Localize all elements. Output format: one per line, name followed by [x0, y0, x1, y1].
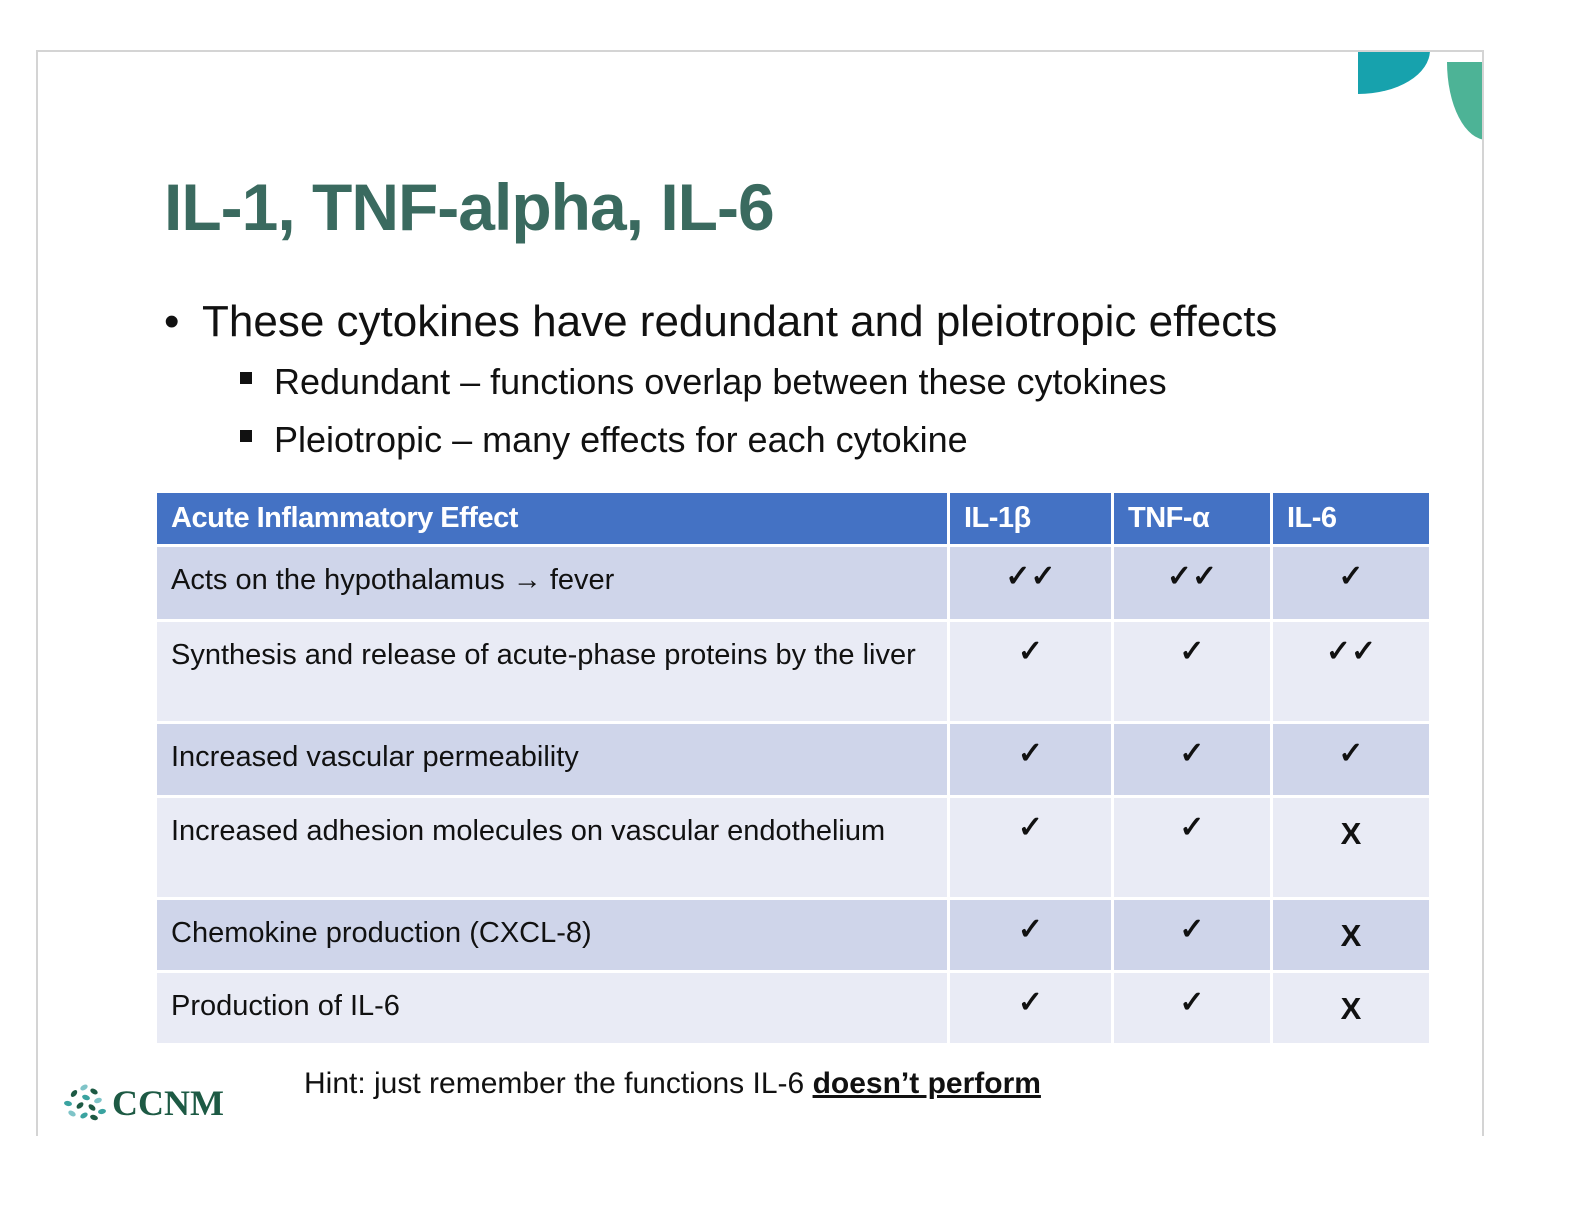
x-mark-icon: X [1272, 899, 1431, 972]
check-icon: ✓ [949, 723, 1113, 797]
slide-title: IL-1, TNF-alpha, IL-6 [164, 170, 774, 244]
slide [36, 50, 1484, 1136]
effect-cell: Production of IL-6 [156, 972, 949, 1045]
check-icon: ✓ [1113, 797, 1272, 899]
leaf-cluster-icon [62, 1083, 106, 1123]
check-icon: ✓ [949, 972, 1113, 1045]
x-mark-icon: X [1272, 797, 1431, 899]
bullet-text: Pleiotropic – many effects for each cytokine [274, 419, 968, 460]
check-icon: ✓ [1113, 621, 1272, 723]
hint-emphasis: doesn’t perform [812, 1067, 1041, 1100]
table-row [156, 972, 1431, 1045]
table-row [156, 546, 1431, 621]
cytokine-effects-table [154, 490, 1432, 1046]
effect-cell: Acts on the hypothalamus → fever [156, 546, 949, 621]
header-effect: Acute Inflammatory Effect [156, 492, 949, 546]
check-icon: ✓ [1272, 723, 1431, 797]
table-row [156, 723, 1431, 797]
bullet-text: These cytokines have redundant and pleiotropic effects [202, 297, 1278, 346]
effect-cell: Chemokine production (CXCL-8) [156, 899, 949, 972]
effect-cell: Increased adhesion molecules on vascular endothelium [156, 797, 949, 899]
effect-cell: Increased vascular permeability [156, 723, 949, 797]
check-icon: ✓ [1113, 972, 1272, 1045]
logo-text: CCNM [112, 1083, 224, 1123]
check-icon: ✓ [949, 899, 1113, 972]
table-row [156, 899, 1431, 972]
check-icon: ✓✓ [1113, 546, 1272, 621]
check-icon: ✓✓ [1272, 621, 1431, 723]
table-row [156, 621, 1431, 723]
header-il6: IL-6 [1272, 492, 1431, 546]
check-icon: ✓ [1113, 723, 1272, 797]
bullet-level2-redundant [240, 358, 1167, 406]
ccnm-logo [62, 1082, 224, 1124]
hint-prefix: Hint: just remember the functions IL-6 [304, 1067, 813, 1100]
check-icon: ✓ [949, 621, 1113, 723]
check-icon: ✓✓ [949, 546, 1113, 621]
check-icon: ✓ [949, 797, 1113, 899]
corner-decoration-teal [1358, 50, 1430, 94]
square-bullet-icon [240, 430, 252, 442]
check-icon: ✓ [1113, 899, 1272, 972]
header-il1b: IL-1β [949, 492, 1113, 546]
bullet-level1 [164, 292, 1277, 352]
x-mark-icon: X [1272, 972, 1431, 1045]
bullet-dot-icon: • [164, 297, 180, 346]
table-row [156, 797, 1431, 899]
effect-cell: Synthesis and release of acute-phase proteins by the liver [156, 621, 949, 723]
square-bullet-icon [240, 372, 252, 384]
table-header-row [156, 492, 1431, 546]
hint-text [304, 1067, 1041, 1101]
corner-decoration-green [1447, 62, 1484, 140]
bullet-text: Redundant – functions overlap between these cytokines [274, 361, 1167, 402]
header-tnfa: TNF-α [1113, 492, 1272, 546]
check-icon: ✓ [1272, 546, 1431, 621]
bullet-level2-pleiotropic [240, 416, 968, 464]
